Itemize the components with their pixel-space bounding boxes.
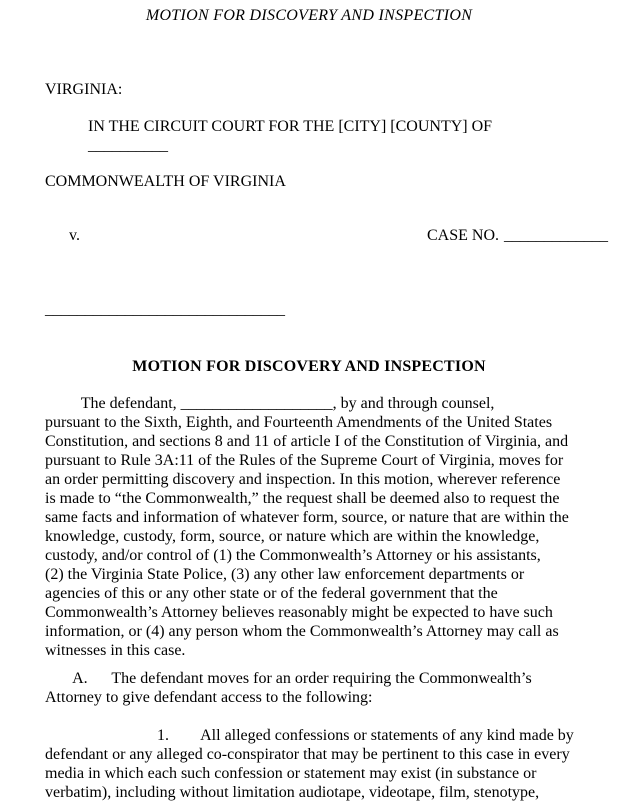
text-line: verbatim), including without limitation audiotape, videotape, film, stenotype, bbox=[45, 784, 540, 801]
case-caption bbox=[45, 80, 608, 319]
motion-heading: MOTION FOR DISCOVERY AND INSPECTION bbox=[132, 358, 486, 375]
text-line: an order permitting discovery and inspection. In this motion, wherever reference bbox=[45, 471, 561, 488]
text-line: 1. All alleged confessions or statements of any kind made by bbox=[45, 727, 574, 744]
text-line: Attorney to give defendant access to the following: bbox=[45, 689, 373, 706]
text-line: A. The defendant moves for an order requiring the Commonwealth’s bbox=[45, 670, 532, 687]
case-number-blank: _____________ bbox=[504, 227, 609, 244]
text-line: pursuant to the Sixth, Eighth, and Fourteenth Amendments of the United States bbox=[45, 414, 553, 431]
text-line: agencies of this or any other state or of the federal government that the bbox=[45, 585, 498, 602]
text-line: The defendant, ___________________, by and through counsel, bbox=[45, 395, 495, 412]
text-line: pursuant to Rule 3A:11 of the Rules of the Supreme Court of Virginia, moves for bbox=[45, 452, 564, 469]
text-line: defendant or any alleged co-conspirator that may be pertinent to this case in every bbox=[45, 746, 570, 763]
text-line: Commonwealth’s Attorney believes reasonably might be expected to have such bbox=[45, 604, 553, 621]
item-1-paragraph bbox=[45, 726, 608, 802]
motion-body bbox=[45, 394, 608, 802]
section-a-paragraph bbox=[45, 669, 608, 707]
text-line: Constitution, and sections 8 and 11 of article I of the Constitution of Virginia, and bbox=[45, 433, 569, 450]
defendant-name-blank: ______________________________ bbox=[45, 301, 285, 318]
text-line: is made to “the Commonwealth,” the request shall be deemed also to request the bbox=[45, 490, 560, 507]
opening-paragraph bbox=[45, 394, 608, 660]
text-line: custody, and/or control of (1) the Commonwealth’s Attorney or his assistants, bbox=[45, 547, 541, 564]
text-line: same facts and information of whatever form, source, or nature that are within the bbox=[45, 509, 569, 526]
text-line: information, or (4) any person whom the Commonwealth’s Attorney may call as bbox=[45, 623, 559, 640]
case-number-label: CASE NO. bbox=[427, 227, 500, 244]
text-line: witnesses in this case. bbox=[45, 642, 186, 659]
case-number-field bbox=[395, 207, 608, 264]
text-line: media in which each such confession or statement may exist (in substance or bbox=[45, 765, 537, 782]
state-label: VIRGINIA: bbox=[45, 81, 123, 98]
running-header-title: MOTION FOR DISCOVERY AND INSPECTION bbox=[145, 7, 473, 24]
versus-label: v. bbox=[69, 227, 80, 244]
plaintiff-name: COMMONWEALTH OF VIRGINIA bbox=[45, 173, 286, 190]
court-name-line: IN THE CIRCUIT COURT FOR THE [CITY] [COUNTY] OF bbox=[88, 118, 493, 135]
text-line: knowledge, custody, form, source, or nature which are within the knowledge, bbox=[45, 528, 540, 545]
court-name-blank: __________ bbox=[88, 137, 168, 154]
versus-row bbox=[45, 207, 608, 283]
text-line: (2) the Virginia State Police, (3) any other law enforcement departments or bbox=[45, 566, 525, 583]
